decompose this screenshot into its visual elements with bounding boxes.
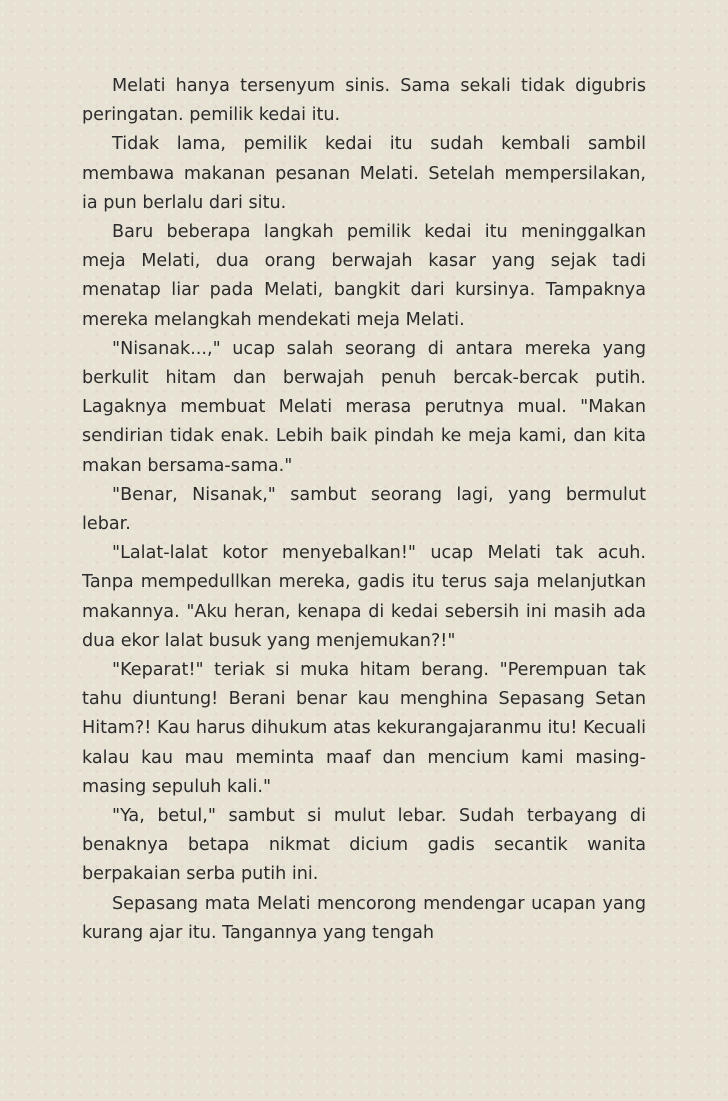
story-text — [82, 72, 646, 948]
paragraph-8: "Ya, betul," sambut si mulut lebar. Sudah terbayang di benaknya betapa nikmat dicium gadis secantik wanita berpakaian serba putih ini. — [82, 806, 646, 885]
paragraph-9: Sepasang mata Melati mencorong mendengar ucapan yang kurang ajar itu. Tangannya yang tengah — [82, 893, 646, 943]
paragraph-7: "Keparat!" teriak si muka hitam berang. "Perempuan tak tahu diuntung! Berani benar kau menghina Sepasang Setan Hitam?! Kau harus dihukum atas kekurangajaranmu itu! Kecuali kalau kau mau meminta maaf dan mencium kami masing-masing sepuluh kali." — [82, 660, 646, 797]
paragraph-1: Melati hanya tersenyum sinis. Sama sekali tidak digubris peringatan. pemilik kedai itu. — [82, 76, 646, 126]
paragraph-4: "Nisanak...," ucap salah seorang di antara mereka yang berkulit hitam dan berwajah penuh bercak-bercak putih. Lagaknya membuat Melati merasa perutnya mual. "Makan sendirian tidak enak. Lebih baik pindah ke meja kami, dan kita makan bersama-sama." — [82, 338, 646, 476]
paragraph-5: "Benar, Nisanak," sambut seorang lagi, yang bermulut lebar. — [82, 484, 646, 535]
paragraph-2: Tidak lama, pemilik kedai itu sudah kembali sambil membawa makanan pesanan Melati. Setelah mempersilakan, ia pun berlalu dari situ. — [82, 134, 646, 213]
paragraph-3: Baru beberapa langkah pemilik kedai itu meninggalkan meja Melati, dua orang berwajah kasar yang sejak tadi menatap liar pada Melati, bangkit dari kursinya. Tampaknya mereka melangkah mendekati meja Melati. — [82, 222, 646, 330]
paragraph-6: "Lalat-lalat kotor menyebalkan!" ucap Melati tak acuh. Tanpa mempedullkan mereka, gadis itu terus saja melanjutkan makannya. "Aku heran, kenapa di kedai sebersih ini masih ada dua ekor lalat busuk yang menjemukan?!" — [82, 543, 646, 651]
